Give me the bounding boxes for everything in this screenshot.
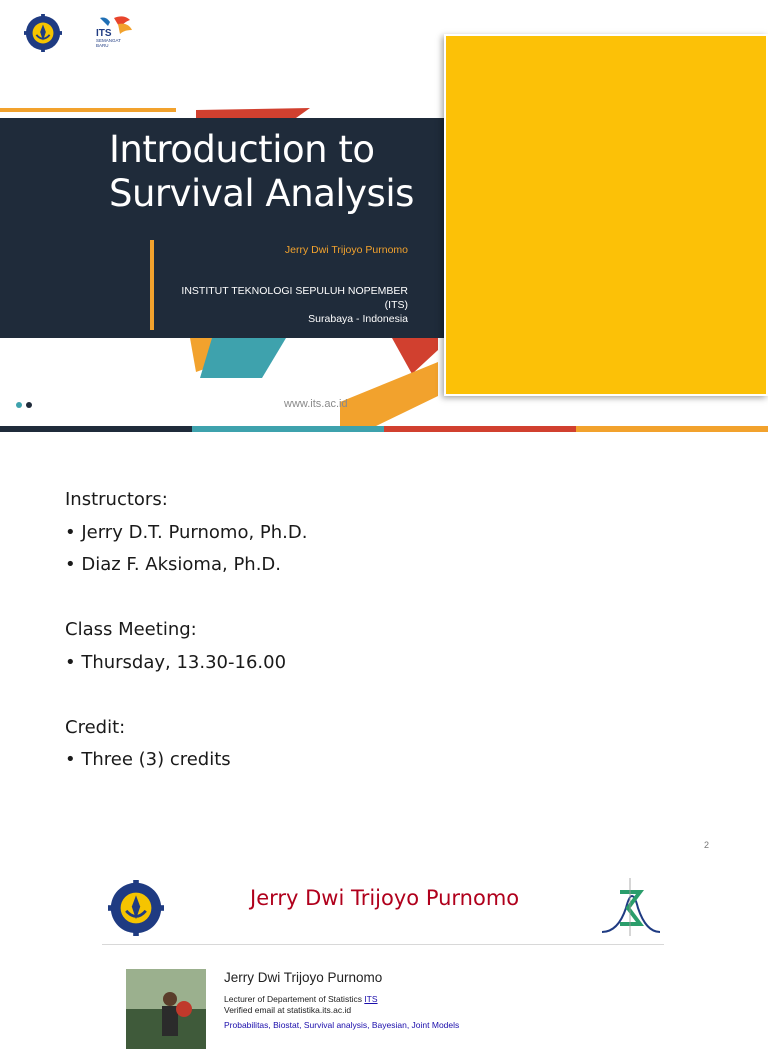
- class-meeting-item: • Thursday, 13.30-16.00: [65, 651, 287, 673]
- instructor-item: • Diaz F. Aksioma, Ph.D.: [65, 554, 282, 575]
- title-line: Introduction to: [109, 128, 375, 171]
- instructors-heading: Instructors:: [65, 489, 168, 510]
- svg-text:ITS: ITS: [96, 28, 112, 39]
- credit-item: • Three (3) credits: [65, 749, 231, 770]
- credit-heading: Credit:: [65, 716, 126, 738]
- institution-abbr: (ITS): [384, 299, 408, 311]
- navy-dot: [26, 402, 32, 408]
- course-info-slide: [0, 432, 768, 864]
- profile-name: Jerry Dwi Trijoyo Purnomo: [224, 970, 383, 985]
- its-emblem-logo: [108, 880, 164, 936]
- title-line: Survival Analysis: [109, 172, 414, 215]
- website-url: www.its.ac.id: [284, 398, 348, 410]
- yellow-image-placeholder: [444, 34, 768, 396]
- teal-dot: [16, 402, 22, 408]
- spacer: [65, 679, 307, 712]
- instructor-item: • Jerry D.T. Purnomo, Ph.D.: [65, 521, 308, 543]
- profile-meta: [224, 994, 378, 1016]
- institution-block: [181, 284, 408, 326]
- institution-location: Surabaya - Indonesia: [308, 313, 408, 325]
- title-slide: [0, 0, 768, 432]
- author-name: Jerry Dwi Trijoyo Purnomo: [284, 244, 408, 256]
- affiliation-link[interactable]: ITS: [364, 994, 378, 1004]
- spacer: [65, 582, 307, 615]
- page-number: 2: [704, 840, 710, 850]
- slide-dots: [16, 402, 32, 408]
- svg-text:SEMANGAT: SEMANGAT: [96, 38, 121, 43]
- divider: [102, 944, 664, 945]
- profile-slide-title: Jerry Dwi Trijoyo Purnomo: [250, 886, 520, 910]
- verified-email: Verified email at statistika.its.ac.id: [224, 1005, 352, 1015]
- statistics-department-logo: [598, 878, 662, 936]
- affiliation-text: Lecturer of Departement of Statistics: [224, 994, 365, 1004]
- profile-slide: [0, 864, 768, 1030]
- affiliation: [224, 994, 378, 1005]
- class-meeting-heading: Class Meeting:: [65, 619, 197, 640]
- institution-name: INSTITUT TEKNOLOGI SEPULUH NOPEMBER: [181, 285, 408, 297]
- orange-vertical-bar: [150, 240, 154, 330]
- research-interests[interactable]: Probabilitas, Biostat, Survival analysis, Bayesian, Joint Models: [224, 1020, 460, 1030]
- profile-photo: [126, 969, 206, 1049]
- course-info-text: [65, 484, 307, 777]
- presentation-title: [109, 128, 449, 216]
- svg-text:BARU: BARU: [96, 43, 109, 48]
